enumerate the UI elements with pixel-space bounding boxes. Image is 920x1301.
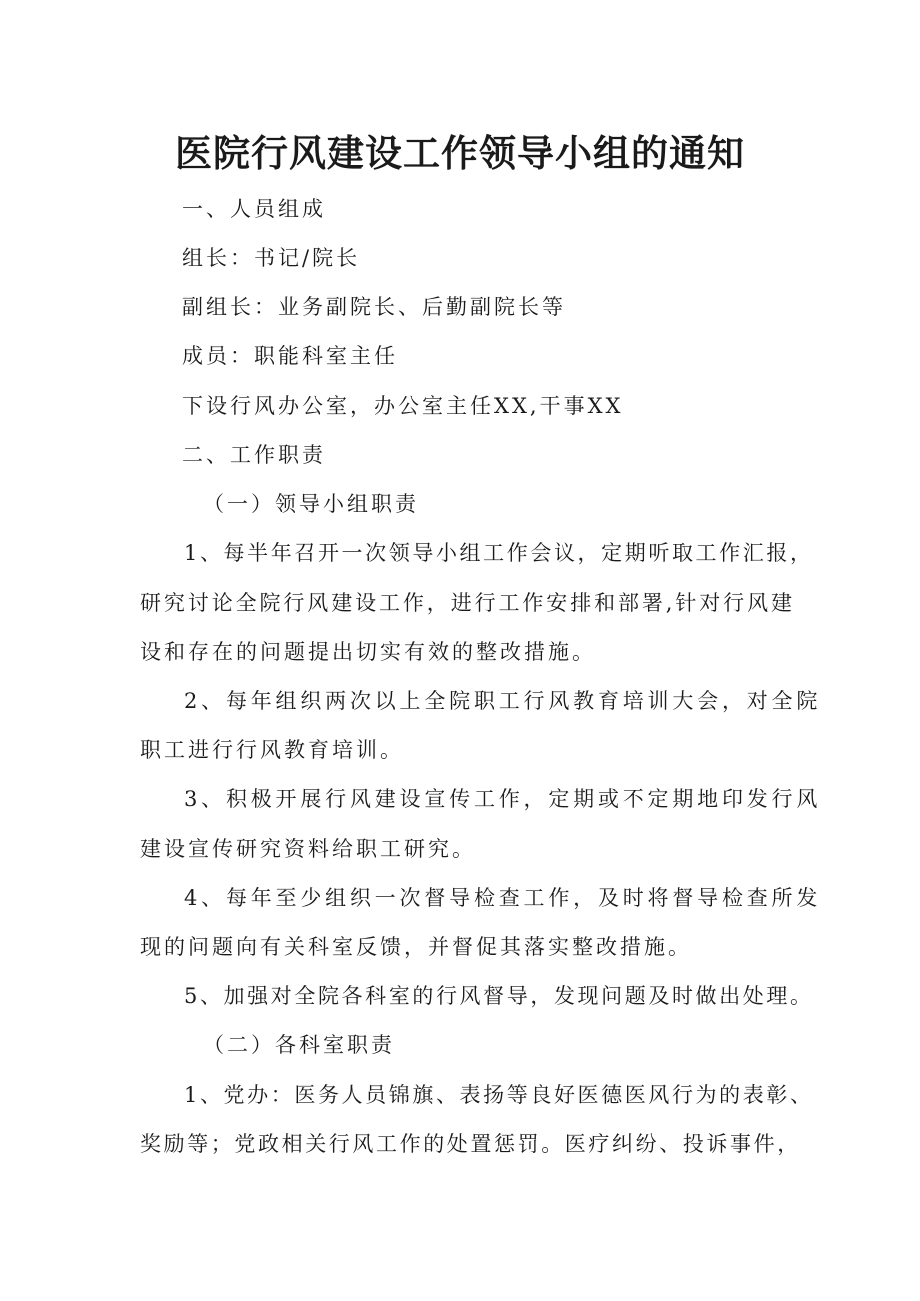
paragraph-line: 3、积极开展行风建设宣传工作，定期或不定期地印发行风 (184, 787, 822, 811)
subsection-heading-leadership: （一）领导小组职责 (203, 492, 419, 516)
section-heading-personnel: 一、人员组成 (182, 197, 326, 221)
paragraph-line: 5、加强对全院各科室的行风督导，发现问题及时做出处理。 (184, 984, 814, 1008)
paragraph-line: 副组长：业务副院长、后勤副院长等 (182, 295, 566, 319)
paragraph-line: 下设行风办公室，办公室主任XX,干事XX (182, 394, 624, 418)
paragraph-line: 研究讨论全院行风建设工作，进行工作安排和部署,针对行风建 (140, 591, 795, 615)
section-heading-duties: 二、工作职责 (182, 443, 326, 467)
paragraph-line: 奖励等；党政相关行风工作的处置惩罚。医疗纠纷、投诉事件， (140, 1132, 801, 1156)
paragraph-line: 成员：职能科室主任 (182, 344, 398, 368)
paragraph-line: 2、每年组织两次以上全院职工行风教育培训大会，对全院 (184, 689, 822, 713)
subsection-heading-departments: （二）各科室职责 (203, 1033, 395, 1057)
document-title: 医院行风建设工作领导小组的通知 (175, 132, 745, 175)
paragraph-line: 4、每年至少组织一次督导检查工作，及时将督导检查所发 (184, 886, 822, 910)
paragraph-line: 职工进行行风教育培训。 (140, 738, 404, 762)
paragraph-line: 1、每半年召开一次领导小组工作会议，定期听取工作汇报， (184, 541, 814, 565)
paragraph-line: 现的问题向有关科室反馈，并督促其落实整改措施。 (140, 935, 692, 959)
paragraph-line: 建设宣传研究资料给职工研究。 (140, 837, 476, 861)
paragraph-line: 1、党办：医务人员锦旗、表扬等良好医德医风行为的表彰、 (184, 1083, 814, 1107)
paragraph-line: 组长：书记/院长 (182, 246, 361, 270)
paragraph-line: 设和存在的问题提出切实有效的整改措施。 (140, 640, 596, 664)
